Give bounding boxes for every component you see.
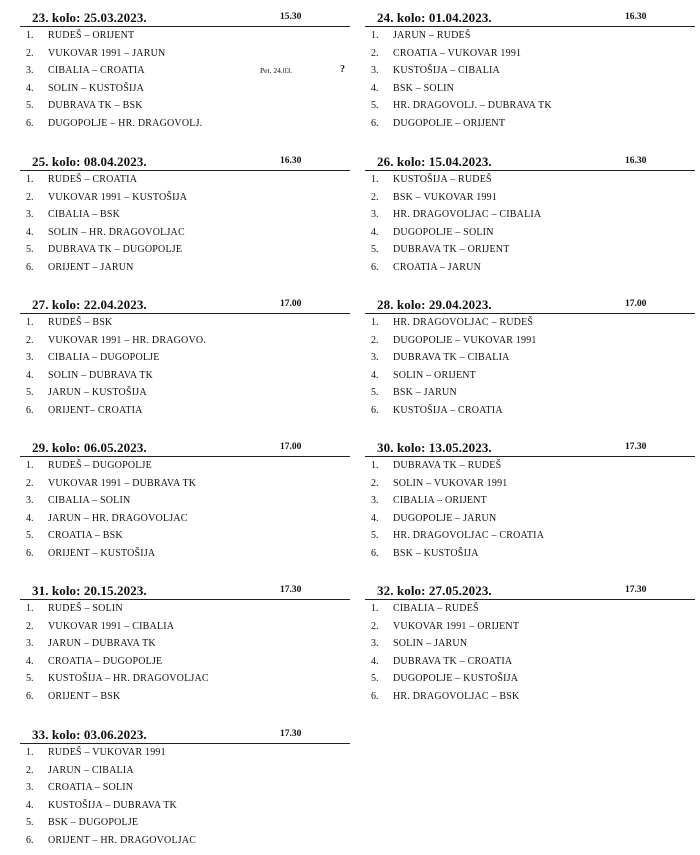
match-row	[20, 189, 350, 207]
match-number: 5.	[26, 817, 34, 829]
match-row	[365, 670, 695, 688]
match-row	[20, 797, 350, 815]
match-teams: BSK – SOLIN	[393, 82, 455, 94]
round-header	[365, 10, 695, 27]
round-kickoff-time: 17.30	[280, 585, 302, 595]
match-number: 1.	[371, 30, 379, 41]
round-header	[20, 10, 350, 27]
match-teams: ORIJENT– CROATIA	[48, 404, 143, 416]
match-row	[365, 653, 695, 671]
match-number: 4.	[371, 226, 379, 238]
round-title: 26. kolo: 15.04.2023.	[377, 154, 492, 169]
match-number: 6.	[26, 834, 34, 846]
match-row	[20, 832, 350, 850]
match-row	[20, 314, 350, 332]
match-number: 2.	[26, 334, 34, 346]
match-number: 1.	[26, 460, 34, 471]
round-block	[365, 154, 695, 277]
match-row	[365, 457, 695, 475]
match-teams: SOLIN – ORIJENT	[393, 369, 476, 381]
match-row	[365, 600, 695, 618]
match-teams: DUBRAVA TK – ORIJENT	[393, 244, 510, 256]
match-number: 5.	[26, 673, 34, 685]
match-row	[20, 653, 350, 671]
match-row	[365, 367, 695, 385]
match-teams: DUGOPOLJE – SOLIN	[393, 226, 494, 238]
match-teams: KUSTOŠIJA – RUDEŠ	[393, 174, 492, 185]
match-row	[20, 332, 350, 350]
match-teams: JARUN – RUDEŠ	[393, 30, 471, 41]
match-number: 5.	[26, 100, 34, 112]
match-teams: HR. DRAGOVOLJAC – CROATIA	[393, 530, 545, 542]
match-teams: KUSTOŠIJA – DUBRAVA TK	[48, 799, 177, 811]
match-number: 6.	[371, 404, 379, 416]
round-header	[20, 154, 350, 171]
round-title: 25. kolo: 08.04.2023.	[32, 154, 147, 169]
match-row	[20, 349, 350, 367]
match-number: 4.	[371, 655, 379, 667]
match-teams: DUGOPOLJE – ORIJENT	[393, 117, 506, 129]
match-teams: JARUN – HR. DRAGOVOLJAC	[48, 512, 188, 524]
round-title: 33. kolo: 03.06.2023.	[32, 727, 147, 742]
round-kickoff-time: 17.30	[625, 442, 647, 452]
match-teams: KUSTOŠIJA – HR. DRAGOVOLJAC	[48, 673, 209, 685]
match-row	[20, 744, 350, 762]
match-teams: ORIJENT – HR. DRAGOVOLJAC	[48, 834, 197, 846]
round-title: 28. kolo: 29.04.2023.	[377, 297, 492, 312]
round-block	[365, 583, 695, 706]
match-row	[20, 814, 350, 832]
round-kickoff-time: 16.30	[625, 156, 647, 166]
round-kickoff-time: 17.00	[280, 442, 302, 452]
round-title: 31. kolo: 20.15.2023.	[32, 583, 147, 598]
match-teams: CIBALIA – CROATIA	[48, 65, 145, 77]
match-row	[20, 241, 350, 259]
round-kickoff-time: 15.30	[280, 12, 302, 22]
match-number: 4.	[26, 655, 34, 667]
match-number: 2.	[371, 477, 379, 489]
match-number: 5.	[371, 244, 379, 256]
round-header	[365, 154, 695, 171]
match-row	[365, 62, 695, 80]
match-row	[365, 259, 695, 277]
match-number: 5.	[26, 387, 34, 399]
match-number: 3.	[26, 65, 34, 77]
match-teams: CIBALIA – BSK	[48, 209, 121, 221]
match-row	[365, 224, 695, 242]
round-kickoff-time: 17.30	[625, 585, 647, 595]
match-number: 1.	[371, 317, 379, 328]
match-row	[20, 224, 350, 242]
match-teams: KUSTOŠIJA – CIBALIA	[393, 65, 500, 77]
match-number: 3.	[26, 352, 34, 364]
match-teams: BSK – JARUN	[393, 387, 457, 399]
match-row	[365, 115, 695, 133]
match-row	[20, 779, 350, 797]
match-teams: DUBRAVA TK – CROATIA	[393, 655, 513, 667]
round-kickoff-time: 16.30	[280, 156, 302, 166]
round-title: 29. kolo: 06.05.2023.	[32, 440, 147, 455]
match-number: 6.	[371, 547, 379, 559]
match-row	[365, 510, 695, 528]
match-number: 3.	[371, 65, 379, 77]
match-row	[365, 206, 695, 224]
match-row	[20, 402, 350, 420]
match-row	[20, 97, 350, 115]
match-teams: VUKOVAR 1991 – CIBALIA	[48, 620, 175, 632]
match-number: 2.	[371, 191, 379, 203]
match-teams: SOLIN – VUKOVAR 1991	[393, 477, 508, 489]
match-row	[20, 635, 350, 653]
match-number: 6.	[371, 261, 379, 273]
match-teams: DUBRAVA TK – DUGOPOLJE	[48, 244, 183, 256]
match-number: 1.	[371, 460, 379, 471]
round-header	[365, 297, 695, 314]
match-row	[365, 635, 695, 653]
match-teams: BSK – DUGOPOLJE	[48, 817, 139, 829]
match-row	[20, 527, 350, 545]
match-number: 3.	[26, 209, 34, 221]
round-block	[20, 583, 350, 706]
match-number: 3.	[26, 638, 34, 650]
match-number: 5.	[371, 100, 379, 112]
match-row	[20, 475, 350, 493]
match-row	[20, 115, 350, 133]
match-number: 5.	[371, 530, 379, 542]
match-number: 6.	[26, 690, 34, 702]
match-number: 4.	[371, 369, 379, 381]
match-number: 2.	[371, 620, 379, 632]
match-teams: RUDEŠ – DUGOPOLJE	[48, 460, 152, 471]
match-teams: JARUN – DUBRAVA TK	[48, 638, 156, 650]
match-number: 4.	[26, 512, 34, 524]
match-teams: SOLIN – HR. DRAGOVOLJAC	[48, 226, 185, 238]
match-number: 5.	[371, 673, 379, 685]
match-number: 6.	[371, 690, 379, 702]
match-number: 2.	[371, 47, 379, 59]
match-teams: CROATIA – VUKOVAR 1991	[393, 47, 522, 59]
match-row	[20, 600, 350, 618]
match-row	[365, 314, 695, 332]
match-row	[365, 384, 695, 402]
round-header	[365, 583, 695, 600]
round-block	[20, 297, 350, 420]
match-teams: JARUN – CIBALIA	[48, 764, 134, 776]
match-row	[20, 45, 350, 63]
round-header	[20, 727, 350, 744]
match-row	[365, 492, 695, 510]
match-row	[20, 27, 350, 45]
match-teams: VUKOVAR 1991 – ORIJENT	[393, 620, 520, 632]
match-row	[20, 62, 350, 80]
match-teams: ORIJENT – BSK	[48, 690, 121, 702]
match-teams: DUGOPOLJE – JARUN	[393, 512, 497, 524]
match-row	[365, 189, 695, 207]
match-number: 4.	[371, 82, 379, 94]
round-title: 27. kolo: 22.04.2023.	[32, 297, 147, 312]
match-number: 5.	[26, 244, 34, 256]
match-teams: CROATIA – BSK	[48, 530, 123, 542]
match-number: 6.	[26, 261, 34, 273]
match-date-note: Pet. 24.03.	[260, 66, 293, 76]
match-number: 3.	[371, 352, 379, 364]
match-teams: CIBALIA – DUGOPOLJE	[48, 352, 160, 364]
round-kickoff-time: 17.30	[280, 729, 302, 739]
match-row	[20, 762, 350, 780]
match-question-mark: ?	[340, 64, 345, 76]
match-teams: RUDEŠ – ORIJENT	[48, 30, 135, 41]
match-number: 2.	[26, 477, 34, 489]
match-number: 3.	[26, 495, 34, 507]
match-number: 4.	[26, 369, 34, 381]
match-row	[20, 206, 350, 224]
match-number: 1.	[371, 174, 379, 185]
round-block	[365, 440, 695, 563]
match-row	[20, 618, 350, 636]
match-teams: BSK – KUSTOŠIJA	[393, 547, 479, 559]
match-number: 2.	[26, 620, 34, 632]
match-row	[365, 241, 695, 259]
match-number: 1.	[26, 747, 34, 758]
match-row	[20, 367, 350, 385]
match-teams: VUKOVAR 1991 – KUSTOŠIJA	[48, 191, 188, 203]
match-teams: RUDEŠ – BSK	[48, 317, 113, 328]
match-number: 3.	[371, 495, 379, 507]
match-teams: ORIJENT – JARUN	[48, 261, 134, 273]
match-number: 1.	[26, 174, 34, 185]
round-block	[365, 10, 695, 133]
match-teams: RUDEŠ – VUKOVAR 1991	[48, 747, 166, 758]
match-row	[365, 97, 695, 115]
round-kickoff-time: 17.00	[280, 299, 302, 309]
round-block	[20, 10, 350, 133]
match-teams: SOLIN – KUSTOŠIJA	[48, 82, 145, 94]
match-teams: HR. DRAGOVOLJAC – CIBALIA	[393, 209, 542, 221]
match-number: 6.	[26, 117, 34, 129]
match-number: 2.	[26, 191, 34, 203]
match-row	[365, 402, 695, 420]
round-title: 24. kolo: 01.04.2023.	[377, 10, 492, 25]
match-row	[365, 332, 695, 350]
match-teams: ORIJENT – KUSTOŠIJA	[48, 547, 156, 559]
match-row	[365, 80, 695, 98]
round-header	[20, 583, 350, 600]
round-block	[20, 727, 350, 850]
match-number: 3.	[26, 782, 34, 794]
round-block	[20, 440, 350, 563]
match-row	[365, 171, 695, 189]
match-number: 3.	[371, 209, 379, 221]
match-teams: CROATIA – JARUN	[393, 261, 482, 273]
match-teams: CROATIA – DUGOPOLJE	[48, 655, 163, 667]
match-row	[20, 80, 350, 98]
match-row	[20, 457, 350, 475]
match-teams: HR. DRAGOVOLJ. – DUBRAVA TK	[393, 100, 552, 112]
match-number: 4.	[26, 799, 34, 811]
match-teams: CIBALIA – SOLIN	[48, 495, 131, 507]
round-header	[20, 297, 350, 314]
round-header	[365, 440, 695, 457]
match-teams: RUDEŠ – SOLIN	[48, 603, 123, 614]
match-number: 2.	[371, 334, 379, 346]
match-row	[365, 475, 695, 493]
match-teams: DUBRAVA TK – CIBALIA	[393, 352, 510, 364]
match-row	[20, 545, 350, 563]
match-row	[20, 259, 350, 277]
match-teams: DUGOPOLJE – VUKOVAR 1991	[393, 334, 537, 346]
match-teams: DUGOPOLJE – HR. DRAGOVOLJ.	[48, 117, 203, 129]
match-row	[365, 688, 695, 706]
match-number: 6.	[26, 404, 34, 416]
match-number: 1.	[26, 30, 34, 41]
match-number: 2.	[26, 47, 34, 59]
match-teams: HR. DRAGOVOLJAC – BSK	[393, 690, 520, 702]
round-title: 32. kolo: 27.05.2023.	[377, 583, 492, 598]
match-row	[365, 618, 695, 636]
match-number: 1.	[26, 603, 34, 614]
match-teams: VUKOVAR 1991 – JARUN	[48, 47, 166, 59]
match-row	[365, 545, 695, 563]
match-row	[365, 527, 695, 545]
match-teams: DUBRAVA TK – RUDEŠ	[393, 460, 502, 471]
match-row	[20, 670, 350, 688]
round-title: 23. kolo: 25.03.2023.	[32, 10, 147, 25]
match-number: 5.	[371, 387, 379, 399]
match-teams: VUKOVAR 1991 – HR. DRAGOVO.	[48, 334, 207, 346]
round-title: 30. kolo: 13.05.2023.	[377, 440, 492, 455]
match-number: 1.	[26, 317, 34, 328]
match-teams: DUBRAVA TK – BSK	[48, 100, 143, 112]
match-teams: CIBALIA – ORIJENT	[393, 495, 487, 507]
round-block	[20, 154, 350, 277]
match-teams: JARUN – KUSTOŠIJA	[48, 387, 147, 399]
match-row	[20, 384, 350, 402]
match-number: 6.	[371, 117, 379, 129]
match-number: 6.	[26, 547, 34, 559]
match-teams: HR. DRAGOVOLJAC – RUDEŠ	[393, 317, 534, 328]
match-teams: KUSTOŠIJA – CROATIA	[393, 404, 503, 416]
match-teams: RUDEŠ – CROATIA	[48, 174, 138, 185]
round-kickoff-time: 17.00	[625, 299, 647, 309]
match-teams: DUGOPOLJE – KUSTOŠIJA	[393, 673, 519, 685]
match-teams: VUKOVAR 1991 – DUBRAVA TK	[48, 477, 197, 489]
match-row	[365, 45, 695, 63]
match-number: 4.	[26, 226, 34, 238]
match-number: 5.	[26, 530, 34, 542]
match-teams: BSK – VUKOVAR 1991	[393, 191, 498, 203]
match-row	[20, 510, 350, 528]
match-number: 4.	[26, 82, 34, 94]
match-number: 2.	[26, 764, 34, 776]
match-number: 4.	[371, 512, 379, 524]
round-kickoff-time: 16.30	[625, 12, 647, 22]
match-row	[365, 27, 695, 45]
match-teams: SOLIN – JARUN	[393, 638, 468, 650]
match-row	[20, 688, 350, 706]
match-row	[20, 492, 350, 510]
match-number: 1.	[371, 603, 379, 614]
match-row	[20, 171, 350, 189]
match-teams: CIBALIA – RUDEŠ	[393, 603, 479, 614]
match-row	[365, 349, 695, 367]
match-number: 3.	[371, 638, 379, 650]
round-block	[365, 297, 695, 420]
round-header	[20, 440, 350, 457]
match-teams: CROATIA – SOLIN	[48, 782, 134, 794]
match-teams: SOLIN – DUBRAVA TK	[48, 369, 154, 381]
